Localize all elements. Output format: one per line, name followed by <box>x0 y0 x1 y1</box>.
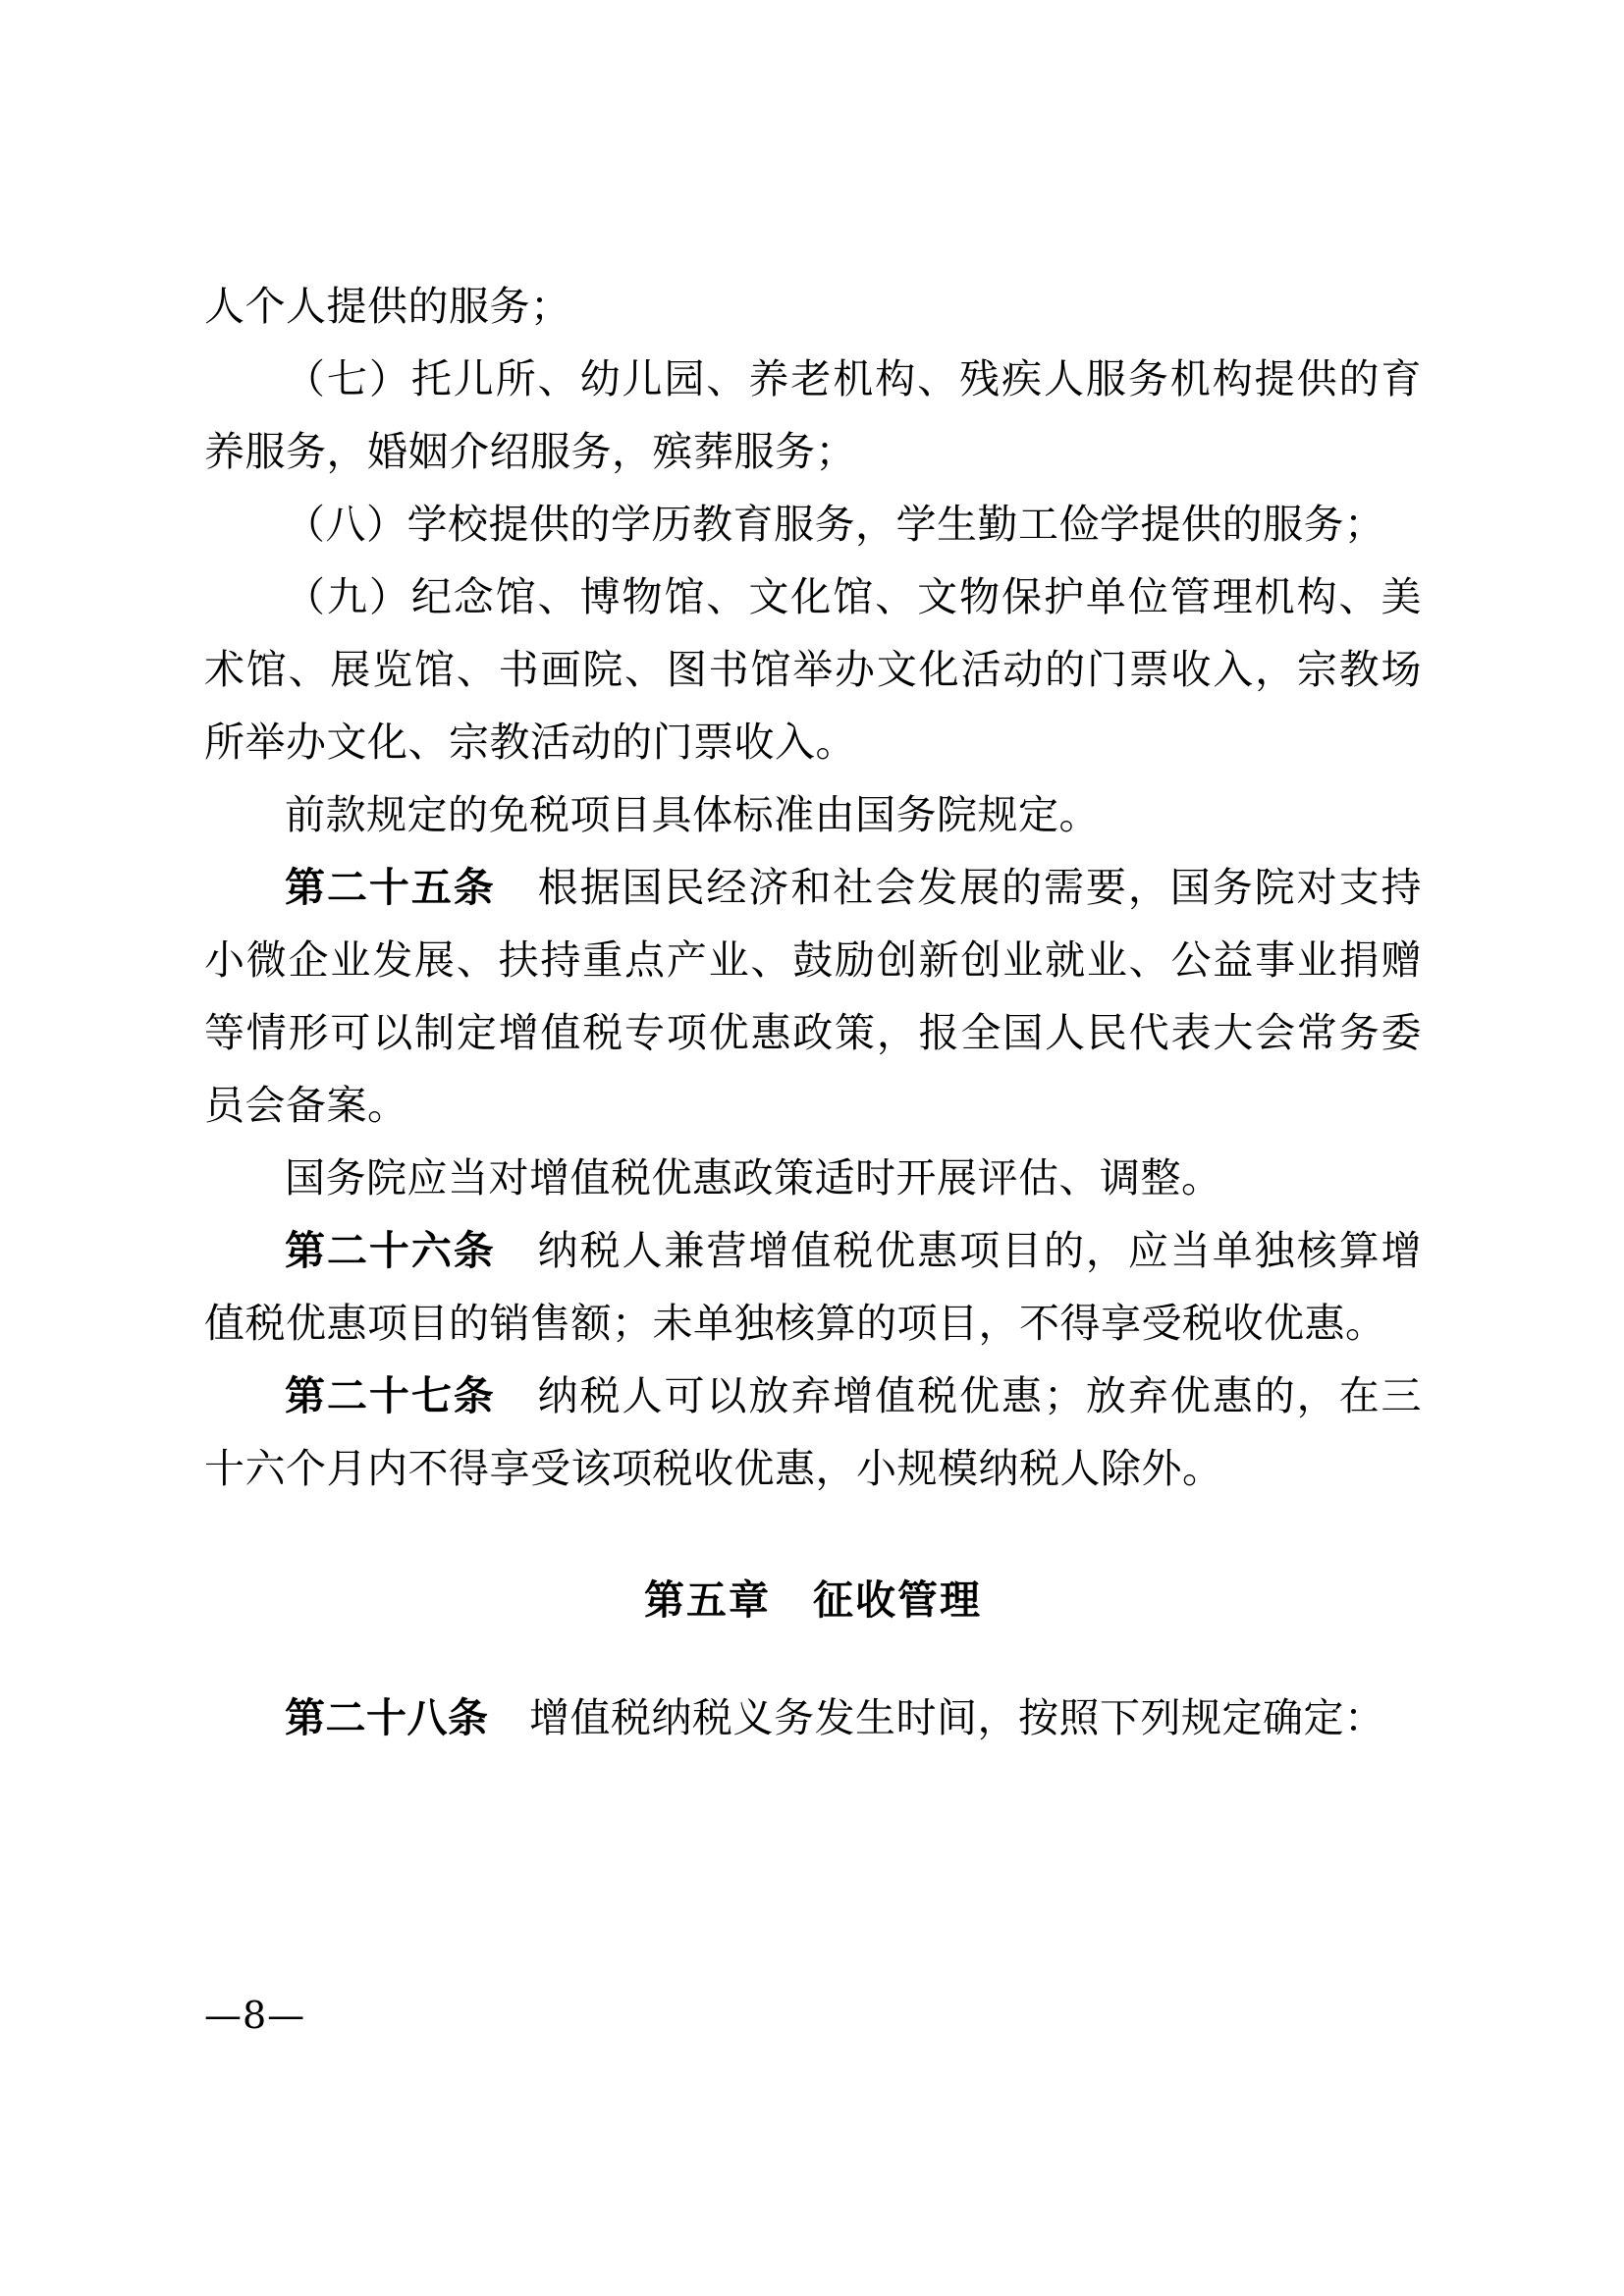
chapter-heading: 第五章 征收管理 <box>644 1576 982 1624</box>
article-25-label: 第二十五条 <box>285 864 496 911</box>
paragraph-item-8: （八）学校提供的学历教育服务，学生勤工俭学提供的服务； <box>285 501 1385 548</box>
paragraph-exemption-standard: 前款规定的免税项目具体标准由国务院规定。 <box>285 791 1100 838</box>
paragraph-continuation: 人个人提供的服务； <box>204 283 571 330</box>
paragraph-article-28 <box>204 1682 1422 1754</box>
paragraph-article-25 <box>204 851 1422 1142</box>
spacer-before-chapter <box>204 1505 1422 1564</box>
article-28-text: 增值税纳税义务发生时间，按照下列规定确定： <box>488 1694 1385 1741</box>
article-27-label: 第二十七条 <box>285 1372 496 1419</box>
page-body <box>204 270 1422 1754</box>
paragraph-article-25-second: 国务院应当对增值税优惠政策适时开展评估、调整。 <box>285 1154 1222 1201</box>
article-28-label: 第二十八条 <box>285 1694 489 1741</box>
page-number: —8— <box>204 1994 306 2037</box>
paragraph-article-26 <box>204 1214 1422 1360</box>
spacer-after-chapter <box>204 1636 1422 1682</box>
article-25-text: 根据国民经济和社会发展的需要，国务院对支持小微企业发展、扶持重点产业、鼓励创新创业就业、公益事业捐赠等情形可以制定增值税专项优惠政策，报全国人民代表大会常务委员会备案。 <box>204 864 1423 1129</box>
paragraph-item-7: （七）托儿所、幼儿园、养老机构、残疾人服务机构提供的育养服务，婚姻介绍服务，殡葬服务； <box>204 355 1422 475</box>
article-26-label: 第二十六条 <box>285 1227 496 1274</box>
paragraph-article-27 <box>204 1360 1422 1505</box>
article-27-text: 纳税人可以放弃增值税优惠；放弃优惠的，在三十六个月内不得享受该项税收优惠，小规模纳税人除外。 <box>204 1372 1423 1492</box>
article-26-text: 纳税人兼营增值税优惠项目的，应当单独核算增值税优惠项目的销售额；未单独核算的项目，不得享受税收优惠。 <box>204 1227 1423 1347</box>
paragraph-item-9: （九）纪念馆、博物馆、文化馆、文物保护单位管理机构、美术馆、展览馆、书画院、图书馆举办文化活动的门票收入，宗教场所举办文化、宗教活动的门票收入。 <box>204 573 1422 766</box>
